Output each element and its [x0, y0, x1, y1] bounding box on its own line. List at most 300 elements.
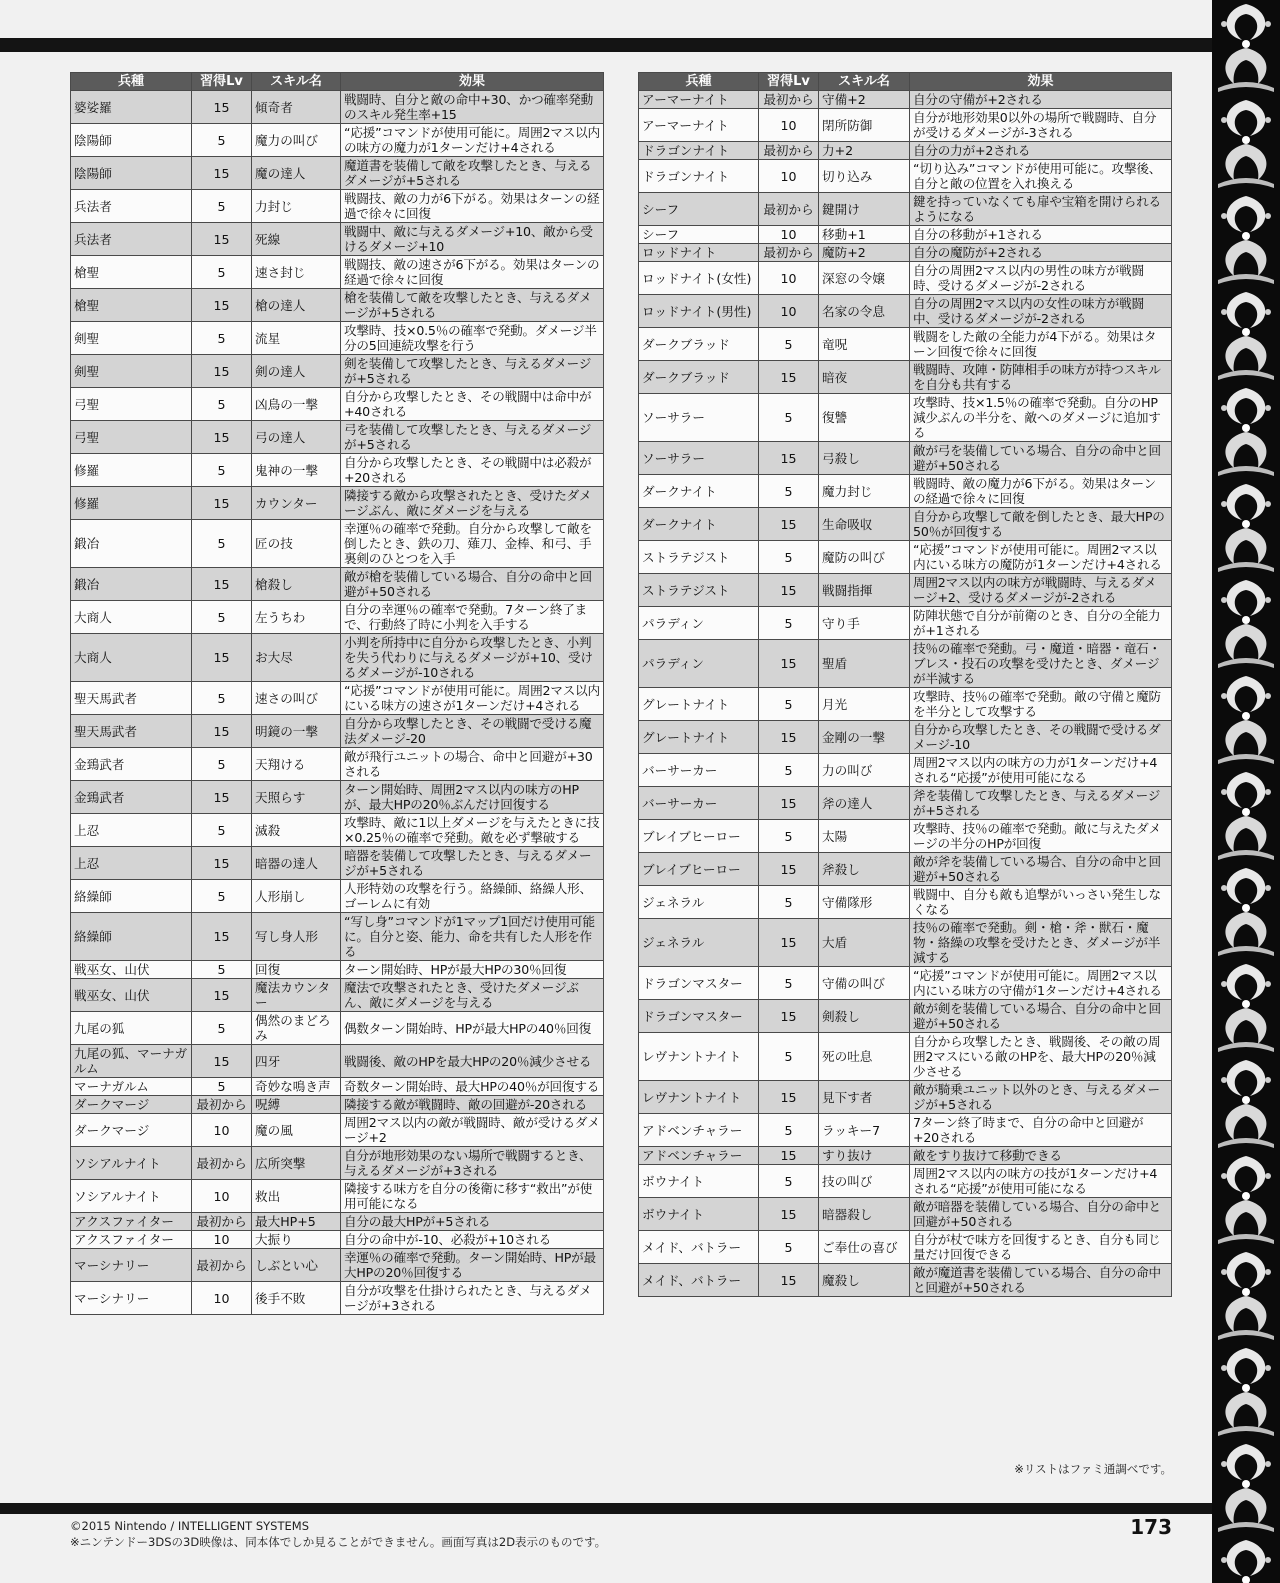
effect-cell: 戦闘をした敵の全能力が4下がる。効果はターン回復で徐々に回復 [910, 328, 1172, 361]
level-cell: 最初から [192, 1096, 252, 1114]
table-row [639, 688, 1172, 721]
class-cell: マーシナリー [71, 1282, 192, 1315]
skill-cell: ご奉仕の喜び [819, 1231, 910, 1264]
skill-cell: 見下す者 [819, 1081, 910, 1114]
table-row [71, 814, 604, 847]
skill-cell: 槍の達人 [252, 289, 341, 322]
table-row [639, 226, 1172, 244]
class-cell: ロッドナイト(男性) [639, 295, 759, 328]
table-row [639, 1198, 1172, 1231]
table-row [639, 967, 1172, 1000]
table-row [71, 781, 604, 814]
class-cell: 兵法者 [71, 223, 192, 256]
level-cell: 15 [759, 787, 819, 820]
class-cell: バーサーカー [639, 787, 759, 820]
skill-cell: 守備の叫び [819, 967, 910, 1000]
class-cell: 戦巫女、山伏 [71, 961, 192, 979]
level-cell: 15 [759, 1198, 819, 1231]
skill-cell: 左うちわ [252, 601, 341, 634]
class-cell: ダークマージ [71, 1096, 192, 1114]
skill-cell: 死の吐息 [819, 1033, 910, 1081]
skill-cell: 傾奇者 [252, 91, 341, 124]
class-cell: ドラゴンナイト [639, 142, 759, 160]
table-row [639, 1033, 1172, 1081]
level-cell: 15 [192, 634, 252, 682]
level-cell: 15 [192, 979, 252, 1012]
skill-cell: 弓の達人 [252, 421, 341, 454]
level-cell: 15 [192, 421, 252, 454]
page-number: 173 [1130, 1515, 1172, 1539]
effect-cell: 自分から攻撃したとき、その戦闘中は必殺が+20される [341, 454, 604, 487]
level-cell: 5 [759, 754, 819, 787]
effect-cell: 弓を装備して攻撃したとき、与えるダメージが+5される [341, 421, 604, 454]
table-row [71, 715, 604, 748]
skill-cell: 生命吸収 [819, 508, 910, 541]
table-row [639, 262, 1172, 295]
level-cell: 15 [759, 919, 819, 967]
effect-cell: 自分の命中が-10、必殺が+10される [341, 1231, 604, 1249]
level-cell: 最初から [192, 1213, 252, 1231]
table-row [639, 787, 1172, 820]
table-row [71, 979, 604, 1012]
skill-cell: カウンター [252, 487, 341, 520]
level-cell: 10 [759, 109, 819, 142]
level-cell: 5 [759, 1165, 819, 1198]
effect-cell: 自分が攻撃を仕掛けられたとき、与えるダメージが+3される [341, 1282, 604, 1315]
level-cell: 最初から [759, 244, 819, 262]
level-cell: 15 [759, 1081, 819, 1114]
effect-cell: 自分が杖で味方を回復するとき、自分も同じ量だけ回復できる [910, 1231, 1172, 1264]
header-class: 兵種 [639, 73, 759, 91]
skill-cell: 四牙 [252, 1045, 341, 1078]
table-row [71, 748, 604, 781]
skill-cell: 最大HP+5 [252, 1213, 341, 1231]
skill-cell: 竜呪 [819, 328, 910, 361]
header-skill: スキル名 [819, 73, 910, 91]
effect-cell: 隣接する敵が戦闘時、敵の回避が-20される [341, 1096, 604, 1114]
table-row [639, 754, 1172, 787]
effect-cell: 敵が剣を装備している場合、自分の命中と回避が+50される [910, 1000, 1172, 1033]
level-cell: 5 [192, 1078, 252, 1096]
effect-cell: 自分の移動が+1される [910, 226, 1172, 244]
effect-cell: 攻撃時、技×0.5％の確率で発動。ダメージ半分の5回連続攻撃を行う [341, 322, 604, 355]
class-cell: ロッドナイト [639, 244, 759, 262]
class-cell: ドラゴンマスター [639, 967, 759, 1000]
skill-cell: 暗器殺し [819, 1198, 910, 1231]
table-row [639, 508, 1172, 541]
skill-cell: 力+2 [819, 142, 910, 160]
skill-cell: 速さの叫び [252, 682, 341, 715]
class-cell: ボウナイト [639, 1198, 759, 1231]
table-header-row [71, 73, 604, 91]
effect-cell: 自分から攻撃したとき、その戦闘で受けるダメージ-10 [910, 721, 1172, 754]
level-cell: 5 [192, 601, 252, 634]
skill-cell: 偶然のまどろみ [252, 1012, 341, 1045]
class-cell: 九尾の狐 [71, 1012, 192, 1045]
header-skill: スキル名 [252, 73, 341, 91]
effect-cell: 敵をすり抜けて移動できる [910, 1147, 1172, 1165]
effect-cell: 攻撃時、技％の確率で発動。敵に与えたダメージの半分のHPが回復 [910, 820, 1172, 853]
class-cell: パラディン [639, 607, 759, 640]
skill-cell: 移動+1 [819, 226, 910, 244]
copyright: ©2015 Nintendo / INTELLIGENT SYSTEMS [70, 1519, 309, 1533]
level-cell: 5 [759, 967, 819, 1000]
level-cell: 15 [192, 91, 252, 124]
level-cell: 最初から [759, 193, 819, 226]
skill-cell: 死線 [252, 223, 341, 256]
effect-cell: 魔道書を装備して敵を攻撃したとき、与えるダメージが+5される [341, 157, 604, 190]
skill-cell: 魔防の叫び [819, 541, 910, 574]
effect-cell: 周囲2マス以内の味方の技が1ターンだけ+4される“応援”が使用可能になる [910, 1165, 1172, 1198]
class-cell: シーフ [639, 226, 759, 244]
class-cell: 金鵄武者 [71, 781, 192, 814]
skill-cell: 天翔ける [252, 748, 341, 781]
level-cell: 5 [192, 388, 252, 421]
class-cell: ブレイブヒーロー [639, 853, 759, 886]
level-cell: 5 [192, 961, 252, 979]
skill-cell: 魔防+2 [819, 244, 910, 262]
level-cell: 10 [759, 226, 819, 244]
class-cell: 剣聖 [71, 355, 192, 388]
effect-cell: 偶数ターン開始時、HPが最大HPの40％回復 [341, 1012, 604, 1045]
class-cell: ロッドナイト(女性) [639, 262, 759, 295]
effect-cell: 戦闘時、敵の魔力が6下がる。効果はターンの経過で徐々に回復 [910, 475, 1172, 508]
effect-cell: 魔法で攻撃されたとき、受けたダメージぶん、敵にダメージを与える [341, 979, 604, 1012]
skill-cell: しぶとい心 [252, 1249, 341, 1282]
source-note: ※リストはファミ通調べです。 [1014, 1462, 1172, 1476]
level-cell: 15 [192, 157, 252, 190]
class-cell: アーマーナイト [639, 91, 759, 109]
effect-cell: 周囲2マス以内の味方が戦闘時、与えるダメージ+2、受けるダメージが-2される [910, 574, 1172, 607]
class-cell: 鍛冶 [71, 568, 192, 601]
level-cell: 最初から [759, 91, 819, 109]
level-cell: 5 [192, 880, 252, 913]
class-cell: 剣聖 [71, 322, 192, 355]
table-row [71, 1249, 604, 1282]
effect-cell: 自分の周囲2マス以内の女性の味方が戦闘中、受けるダメージが-2される [910, 295, 1172, 328]
skill-cell: 奇妙な鳴き声 [252, 1078, 341, 1096]
skill-cell: 斧の達人 [819, 787, 910, 820]
skill-cell: 斧殺し [819, 853, 910, 886]
skill-cell: 閉所防御 [819, 109, 910, 142]
level-cell: 10 [759, 295, 819, 328]
level-cell: 5 [759, 820, 819, 853]
class-cell: ダークマージ [71, 1114, 192, 1147]
table-row [639, 295, 1172, 328]
skill-cell: 魔力の叫び [252, 124, 341, 157]
skill-cell: 魔の風 [252, 1114, 341, 1147]
level-cell: 5 [759, 607, 819, 640]
skill-cell: 守備隊形 [819, 886, 910, 919]
effect-cell: “応援”コマンドが使用可能に。周囲2マス以内にいる味方の速さが1ターンだけ+4される [341, 682, 604, 715]
table-row [71, 847, 604, 880]
level-cell: 5 [192, 682, 252, 715]
effect-cell: 攻撃時、敵に1以上ダメージを与えたときに技×0.25％の確率で発動。敵を必ず撃破する [341, 814, 604, 847]
effect-cell: ターン開始時、HPが最大HPの30％回復 [341, 961, 604, 979]
level-cell: 15 [759, 442, 819, 475]
class-cell: ブレイブヒーロー [639, 820, 759, 853]
level-cell: 5 [759, 541, 819, 574]
level-cell: 5 [759, 475, 819, 508]
table-row [71, 289, 604, 322]
effect-cell: 周囲2マス以内の味方の力が1ターンだけ+4される“応援”が使用可能になる [910, 754, 1172, 787]
level-cell: 10 [192, 1180, 252, 1213]
effect-cell: 戦闘時、自分と敵の命中+30、かつ確率発動のスキル発生率+15 [341, 91, 604, 124]
class-cell: マーナガルム [71, 1078, 192, 1096]
skill-cell: 呪縛 [252, 1096, 341, 1114]
skill-cell: 暗器の達人 [252, 847, 341, 880]
level-cell: 10 [192, 1114, 252, 1147]
level-cell: 15 [192, 223, 252, 256]
skill-cell: 回復 [252, 961, 341, 979]
level-cell: 最初から [192, 1249, 252, 1282]
class-cell: ソシアルナイト [71, 1180, 192, 1213]
skill-cell: 太陽 [819, 820, 910, 853]
top-black-bar [0, 38, 1215, 52]
table-row [639, 853, 1172, 886]
effect-cell: 7ターン終了時まで、自分の命中と回避が+20される [910, 1114, 1172, 1147]
class-cell: ストラテジスト [639, 574, 759, 607]
effect-cell: 隣接する敵から攻撃されたとき、受けたダメージぶん、敵にダメージを与える [341, 487, 604, 520]
level-cell: 5 [192, 1012, 252, 1045]
level-cell: 10 [192, 1282, 252, 1315]
table-row [639, 607, 1172, 640]
class-cell: ジェネラル [639, 886, 759, 919]
class-cell: ダークブラッド [639, 361, 759, 394]
class-cell: 修羅 [71, 454, 192, 487]
table-row [639, 1231, 1172, 1264]
level-cell: 15 [759, 1264, 819, 1297]
header-effect: 効果 [910, 73, 1172, 91]
level-cell: 15 [192, 913, 252, 961]
class-cell: アーマーナイト [639, 109, 759, 142]
class-cell: ドラゴンナイト [639, 160, 759, 193]
skill-cell: 速さ封じ [252, 256, 341, 289]
skill-cell: 技の叫び [819, 1165, 910, 1198]
table-row [639, 361, 1172, 394]
class-cell: ソーサラー [639, 442, 759, 475]
skill-table-right [638, 72, 1172, 1297]
table-row [71, 880, 604, 913]
class-cell: レヴナントナイト [639, 1081, 759, 1114]
ornamental-border [1212, 0, 1280, 1583]
effect-cell: “切り込み”コマンドが使用可能に。攻撃後、自分と敵の位置を入れ換える [910, 160, 1172, 193]
table-row [71, 1078, 604, 1096]
class-cell: レヴナントナイト [639, 1033, 759, 1081]
level-cell: 15 [192, 355, 252, 388]
effect-cell: 技％の確率で発動。剣・槍・斧・獣石・魔物・絡繰の攻撃を受けたとき、ダメージが半減する [910, 919, 1172, 967]
effect-cell: 幸運％の確率で発動。ターン開始時、HPが最大HPの20％回復する [341, 1249, 604, 1282]
level-cell: 5 [759, 1033, 819, 1081]
level-cell: 15 [192, 715, 252, 748]
skill-cell: 魔力封じ [819, 475, 910, 508]
class-cell: ドラゴンマスター [639, 1000, 759, 1033]
class-cell: メイド、バトラー [639, 1264, 759, 1297]
class-cell: 弓聖 [71, 421, 192, 454]
skill-cell: 大振り [252, 1231, 341, 1249]
level-cell: 5 [759, 886, 819, 919]
table-row [639, 142, 1172, 160]
skill-cell: 流星 [252, 322, 341, 355]
class-cell: アクスファイター [71, 1231, 192, 1249]
level-cell: 15 [759, 574, 819, 607]
skill-cell: 守備+2 [819, 91, 910, 109]
table-row [639, 244, 1172, 262]
level-cell: 5 [192, 322, 252, 355]
effect-cell: 人形特効の攻撃を行う。絡繰師、絡繰人形、ゴーレムに有効 [341, 880, 604, 913]
table-row [639, 328, 1172, 361]
skill-cell: 鍵開け [819, 193, 910, 226]
effect-cell: 敵が槍を装備している場合、自分の命中と回避が+50される [341, 568, 604, 601]
effect-cell: “応援”コマンドが使用可能に。周囲2マス以内にいる味方の魔防が1ターンだけ+4される [910, 541, 1172, 574]
table-row [639, 109, 1172, 142]
skill-cell: 明鏡の一撃 [252, 715, 341, 748]
level-cell: 5 [759, 1114, 819, 1147]
skill-cell: 復讐 [819, 394, 910, 442]
table-row [639, 640, 1172, 688]
table-row [71, 1147, 604, 1180]
skill-cell: 剣殺し [819, 1000, 910, 1033]
effect-cell: 戦闘後、敵のHPを最大HPの20％減少させる [341, 1045, 604, 1078]
effect-cell: 周囲2マス以内の敵が戦闘時、敵が受けるダメージ+2 [341, 1114, 604, 1147]
table-row [639, 820, 1172, 853]
class-cell: 聖天馬武者 [71, 682, 192, 715]
effect-cell: 自分の魔防が+2される [910, 244, 1172, 262]
table-row [639, 394, 1172, 442]
skill-cell: 鬼神の一撃 [252, 454, 341, 487]
class-cell: ダークナイト [639, 508, 759, 541]
effect-cell: “写し身”コマンドが1マップ1回だけ使用可能に。自分と姿、能力、命を共有した人形を作る [341, 913, 604, 961]
level-cell: 15 [759, 508, 819, 541]
effect-cell: 暗器を装備して攻撃したとき、与えるダメージが+5される [341, 847, 604, 880]
class-cell: 槍聖 [71, 256, 192, 289]
effect-cell: 敵が魔道書を装備している場合、自分の命中と回避が+50される [910, 1264, 1172, 1297]
effect-cell: 幸運％の確率で発動。自分から攻撃して敵を倒したとき、鉄の刀、薙刀、金棒、和弓、手裏剣のひとつを入手 [341, 520, 604, 568]
effect-cell: 槍を装備して敵を攻撃したとき、与えるダメージが+5される [341, 289, 604, 322]
skill-cell: 暗夜 [819, 361, 910, 394]
level-cell: 15 [192, 568, 252, 601]
table-row [639, 721, 1172, 754]
level-cell: 10 [759, 262, 819, 295]
skill-cell: すり抜け [819, 1147, 910, 1165]
skill-cell: 槍殺し [252, 568, 341, 601]
table-row [71, 322, 604, 355]
class-cell: ソーサラー [639, 394, 759, 442]
skill-cell: 魔殺し [819, 1264, 910, 1297]
class-cell: メイド、バトラー [639, 1231, 759, 1264]
table-row [639, 1000, 1172, 1033]
header-level: 習得Lv [192, 73, 252, 91]
table-row [71, 190, 604, 223]
skill-cell: 名家の令息 [819, 295, 910, 328]
effect-cell: 敵が暗器を装備している場合、自分の命中と回避が+50される [910, 1198, 1172, 1231]
effect-cell: 剣を装備して攻撃したとき、与えるダメージが+5される [341, 355, 604, 388]
table-row [639, 886, 1172, 919]
effect-cell: ターン開始時、周囲2マス以内の味方のHPが、最大HPの20％ぶんだけ回復する [341, 781, 604, 814]
class-cell: アドベンチャラー [639, 1147, 759, 1165]
level-cell: 最初から [759, 142, 819, 160]
skill-cell: 聖盾 [819, 640, 910, 688]
skill-cell: 人形崩し [252, 880, 341, 913]
table-row [639, 541, 1172, 574]
level-cell: 15 [192, 1045, 252, 1078]
skill-cell: お大尽 [252, 634, 341, 682]
table-header-row [639, 73, 1172, 91]
effect-cell: 隣接する味方を自分の後衛に移す“救出”が使用可能になる [341, 1180, 604, 1213]
table-row [639, 574, 1172, 607]
skill-cell: 切り込み [819, 160, 910, 193]
effect-cell: 戦闘中、敵に与えるダメージ+10、敵から受けるダメージ+10 [341, 223, 604, 256]
table-row [639, 193, 1172, 226]
effect-cell: 戦闘技、敵の力が6下がる。効果はターンの経過で徐々に回復 [341, 190, 604, 223]
level-cell: 10 [759, 160, 819, 193]
skill-cell: 守り手 [819, 607, 910, 640]
skill-cell: 凶鳥の一撃 [252, 388, 341, 421]
effect-cell: 防陣状態で自分が前衛のとき、自分の全能力が+1される [910, 607, 1172, 640]
effect-cell: 自分が地形効果0以外の場所で戦闘時、自分が受けるダメージが-3される [910, 109, 1172, 142]
level-cell: 最初から [192, 1147, 252, 1180]
table-row [71, 601, 604, 634]
skill-cell: 滅殺 [252, 814, 341, 847]
table-row [639, 919, 1172, 967]
level-cell: 10 [192, 1231, 252, 1249]
effect-cell: 鍵を持っていなくても扉や宝箱を開けられるようになる [910, 193, 1172, 226]
class-cell: ボウナイト [639, 1165, 759, 1198]
skill-cell: 魔法カウンター [252, 979, 341, 1012]
skill-cell: 写し身人形 [252, 913, 341, 961]
skill-cell: 力封じ [252, 190, 341, 223]
table-row [71, 1282, 604, 1315]
table-row [71, 355, 604, 388]
skill-cell: 戦闘指揮 [819, 574, 910, 607]
table-row [71, 961, 604, 979]
table-row [71, 421, 604, 454]
effect-cell: 自分の守備が+2される [910, 91, 1172, 109]
table-row [71, 1213, 604, 1231]
class-cell: 九尾の狐、マーナガルム [71, 1045, 192, 1078]
level-cell: 15 [759, 853, 819, 886]
skill-cell: 金剛の一撃 [819, 721, 910, 754]
level-cell: 15 [192, 487, 252, 520]
skill-cell: ラッキー7 [819, 1114, 910, 1147]
class-cell: 大商人 [71, 634, 192, 682]
effect-cell: 自分から攻撃したとき、その戦闘中は命中が+40される [341, 388, 604, 421]
effect-cell: 小判を所持中に自分から攻撃したとき、小判を失う代わりに与えるダメージが+10、受けるダメージが-10される [341, 634, 604, 682]
class-cell: 弓聖 [71, 388, 192, 421]
effect-cell: 自分から攻撃して敵を倒したとき、最大HPの50％が回復する [910, 508, 1172, 541]
table-row [71, 520, 604, 568]
table-row [639, 442, 1172, 475]
class-cell: 金鵄武者 [71, 748, 192, 781]
class-cell: バーサーカー [639, 754, 759, 787]
table-row [71, 1012, 604, 1045]
effect-cell: 攻撃時、技％の確率で発動。敵の守備と魔防を半分として攻撃する [910, 688, 1172, 721]
effect-cell: 奇数ターン開始時、最大HPの40％が回復する [341, 1078, 604, 1096]
class-cell: ダークブラッド [639, 328, 759, 361]
level-cell: 5 [759, 394, 819, 442]
class-cell: 戦巫女、山伏 [71, 979, 192, 1012]
level-cell: 5 [759, 1231, 819, 1264]
effect-cell: 自分の幸運％の確率で発動。7ターン終了まで、行動終了時に小判を入手する [341, 601, 604, 634]
effect-cell: 攻撃時、技×1.5％の確率で発動。自分のHP減少ぶんの半分を、敵へのダメージに追加する [910, 394, 1172, 442]
bottom-black-bar [0, 1503, 1215, 1514]
table-row [71, 1045, 604, 1078]
table-row [71, 388, 604, 421]
table-row [71, 1180, 604, 1213]
skill-cell: 天照らす [252, 781, 341, 814]
table-row [71, 568, 604, 601]
effect-cell: 斧を装備して攻撃したとき、与えるダメージが+5される [910, 787, 1172, 820]
